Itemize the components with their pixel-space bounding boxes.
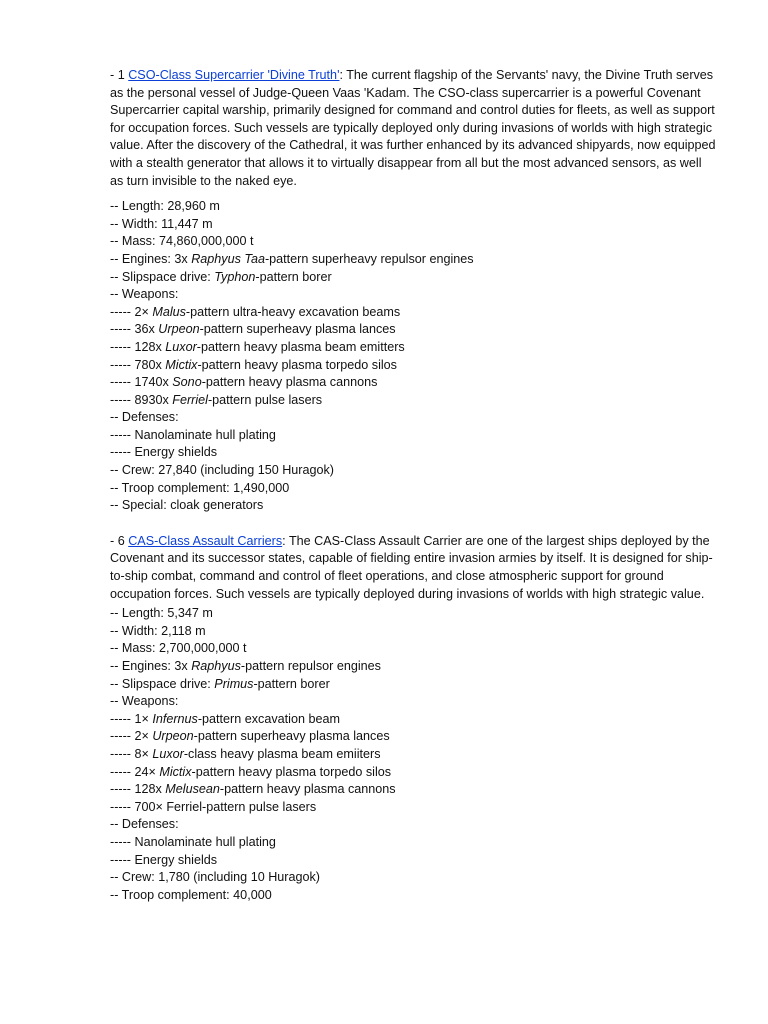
spec-line bbox=[110, 852, 716, 870]
ship1-description bbox=[110, 67, 716, 190]
spec-text: -- Weapons: bbox=[110, 694, 179, 709]
ship2-spec-list bbox=[110, 605, 716, 904]
spec-text: ----- 8930x bbox=[110, 392, 173, 407]
spec-text: -- Mass: 74,860,000,000 t bbox=[110, 234, 254, 249]
spec-text: -- Slipspace drive: bbox=[110, 269, 215, 284]
spec-line bbox=[110, 746, 716, 764]
spec-pattern-name: Primus bbox=[214, 676, 254, 691]
spec-pattern-name: Urpeon bbox=[152, 729, 194, 744]
spec-text: ----- 2× bbox=[110, 304, 153, 319]
spec-line bbox=[110, 251, 716, 269]
spec-line bbox=[110, 781, 716, 799]
spec-line bbox=[110, 693, 716, 711]
spec-line bbox=[110, 444, 716, 462]
spec-line bbox=[110, 497, 716, 515]
spec-line bbox=[110, 764, 716, 782]
spec-text: -- Crew: 27,840 (including 150 Huragok) bbox=[110, 463, 335, 478]
spec-line bbox=[110, 605, 716, 623]
ship1-desc-text: : The current flagship of the Servants' navy, the Divine Truth serves as the personal vessel of Judge-Queen Vaas 'Kadam. The CSO-class supercarrier is a powerful Covenant Supercarrier capital warship, primarily designed for command and control duties for fleets, as well as support for occupation forces. Such vessels are typically deployed only during invasions of worlds with high strategic value. After the discovery of the Cathedral, it was further enhanced by its advanced shipyards, now equipped with a stealth generator that allows it to virtually disappear from all but the most advanced sensors, as well as turn invisible to the naked eye. bbox=[110, 68, 716, 188]
spec-pattern-name: Melusean bbox=[165, 782, 220, 797]
spec-line bbox=[110, 339, 716, 357]
spec-pattern-name: Raphyus Taa bbox=[191, 251, 265, 266]
spec-text-suffix: -pattern pulse lasers bbox=[207, 392, 323, 407]
spec-line bbox=[110, 392, 716, 410]
ship1-prefix: - 1 bbox=[110, 68, 129, 82]
spec-pattern-name: Malus bbox=[152, 304, 186, 319]
spec-line bbox=[110, 869, 716, 887]
spec-pattern-name: Urpeon bbox=[158, 322, 200, 337]
spec-pattern-name: Typhon bbox=[214, 269, 256, 284]
ship1-spec-list bbox=[110, 198, 716, 515]
spec-pattern-name: Ferriel bbox=[172, 392, 208, 407]
spec-line bbox=[110, 304, 716, 322]
spec-line bbox=[110, 640, 716, 658]
spec-text: -- Length: 5,347 m bbox=[110, 606, 213, 621]
spec-text: ----- Energy shields bbox=[110, 445, 218, 460]
spec-text: ----- Nanolaminate hull plating bbox=[110, 834, 276, 849]
spec-text: ----- Nanolaminate hull plating bbox=[110, 427, 276, 442]
spec-line bbox=[110, 286, 716, 304]
spec-text-suffix: -pattern superheavy repulsor engines bbox=[264, 251, 474, 266]
spec-text: ----- 128x bbox=[110, 782, 166, 797]
spec-line bbox=[110, 374, 716, 392]
spec-text-suffix: -pattern borer bbox=[255, 269, 332, 284]
spec-line bbox=[110, 676, 716, 694]
spec-pattern-name: Infernus bbox=[152, 711, 198, 726]
spec-text: ----- 1740x bbox=[110, 375, 173, 390]
spec-text: -- Troop complement: 40,000 bbox=[110, 887, 272, 902]
spec-line bbox=[110, 216, 716, 234]
spec-text: -- Width: 2,118 m bbox=[110, 623, 206, 638]
spec-line bbox=[110, 658, 716, 676]
ship2-description bbox=[110, 533, 716, 603]
spec-text: ----- 128x bbox=[110, 339, 166, 354]
spec-text-suffix: -pattern heavy plasma cannons bbox=[219, 782, 396, 797]
document-body bbox=[110, 67, 716, 904]
spec-pattern-name: Sono bbox=[172, 375, 202, 390]
spec-line bbox=[110, 233, 716, 251]
spec-line bbox=[110, 409, 716, 427]
spec-text: ----- 8× bbox=[110, 746, 153, 761]
spec-line bbox=[110, 427, 716, 445]
spec-text: ----- 24× bbox=[110, 764, 160, 779]
spec-text-suffix: -pattern heavy plasma torpedo silos bbox=[191, 764, 392, 779]
ship2-link[interactable]: CAS-Class Assault Carriers bbox=[128, 533, 283, 548]
spec-text: ----- 1× bbox=[110, 711, 153, 726]
spec-pattern-name: Mictix bbox=[159, 764, 192, 779]
spec-text: -- Special: cloak generators bbox=[110, 498, 264, 513]
spec-line bbox=[110, 198, 716, 216]
spec-text: -- Defenses: bbox=[110, 817, 179, 832]
spec-line bbox=[110, 887, 716, 905]
spec-text: ----- 780x bbox=[110, 357, 166, 372]
spec-text-suffix: -pattern ultra-heavy excavation beams bbox=[185, 304, 401, 319]
spec-text: -- Weapons: bbox=[110, 287, 179, 302]
spec-text: -- Defenses: bbox=[110, 410, 179, 425]
spec-text: -- Width: 11,447 m bbox=[110, 216, 213, 231]
spec-text-suffix: -pattern heavy plasma torpedo silos bbox=[197, 357, 397, 372]
spec-text: -- Troop complement: 1,490,000 bbox=[110, 480, 290, 495]
spec-text-suffix: -class heavy plasma beam emiiters bbox=[183, 746, 381, 761]
spec-line bbox=[110, 321, 716, 339]
spec-text: ----- 2× bbox=[110, 729, 153, 744]
spec-text: -- Slipspace drive: bbox=[110, 676, 215, 691]
spec-text: -- Length: 28,960 m bbox=[110, 199, 220, 214]
spec-text-suffix: -pattern heavy plasma beam emitters bbox=[196, 339, 405, 354]
spec-line bbox=[110, 711, 716, 729]
spec-text-suffix: -pattern superheavy plasma lances bbox=[193, 729, 390, 744]
spec-pattern-name: Luxor bbox=[165, 339, 197, 354]
ship2-desc-text: : The CAS-Class Assault Carrier are one of the largest ships deployed by the Covenant and its successor states, capable of fielding entire invasion armies by itself. It is designed for ship-to-ship combat, command and control of fleet operations, and close atmospheric support for ground occupation forces. Such vessels are typically deployed during invasions of worlds with high strategic value. bbox=[110, 533, 713, 601]
spec-text-suffix: -pattern heavy plasma cannons bbox=[201, 375, 378, 390]
spec-text: ----- 36x bbox=[110, 322, 159, 337]
spec-text: -- Crew: 1,780 (including 10 Huragok) bbox=[110, 870, 320, 885]
spec-pattern-name: Mictix bbox=[165, 357, 198, 372]
spec-text-suffix: -pattern borer bbox=[253, 676, 330, 691]
spec-line bbox=[110, 357, 716, 375]
spec-text-suffix: -pattern repulsor engines bbox=[240, 659, 381, 673]
spec-text: -- Engines: 3x bbox=[110, 659, 192, 673]
spec-text: -- Mass: 2,700,000,000 t bbox=[110, 641, 247, 656]
spec-line bbox=[110, 480, 716, 498]
spec-text: ----- 700× Ferriel-pattern pulse lasers bbox=[110, 799, 317, 814]
spec-line bbox=[110, 816, 716, 834]
spec-text-suffix: -pattern excavation beam bbox=[197, 711, 340, 726]
spec-line bbox=[110, 623, 716, 641]
spec-pattern-name: Raphyus bbox=[191, 659, 241, 673]
ship2-prefix: - 6 bbox=[110, 533, 129, 548]
spec-pattern-name: Luxor bbox=[152, 746, 184, 761]
spec-text: -- Engines: 3x bbox=[110, 251, 192, 266]
spec-line bbox=[110, 834, 716, 852]
spec-line bbox=[110, 799, 716, 817]
spec-line bbox=[110, 269, 716, 287]
spec-line bbox=[110, 728, 716, 746]
spec-line bbox=[110, 462, 716, 480]
spec-text: ----- Energy shields bbox=[110, 852, 218, 867]
spec-text-suffix: -pattern superheavy plasma lances bbox=[199, 322, 396, 337]
ship1-link[interactable]: CSO-Class Supercarrier 'Divine Truth' bbox=[128, 68, 340, 82]
